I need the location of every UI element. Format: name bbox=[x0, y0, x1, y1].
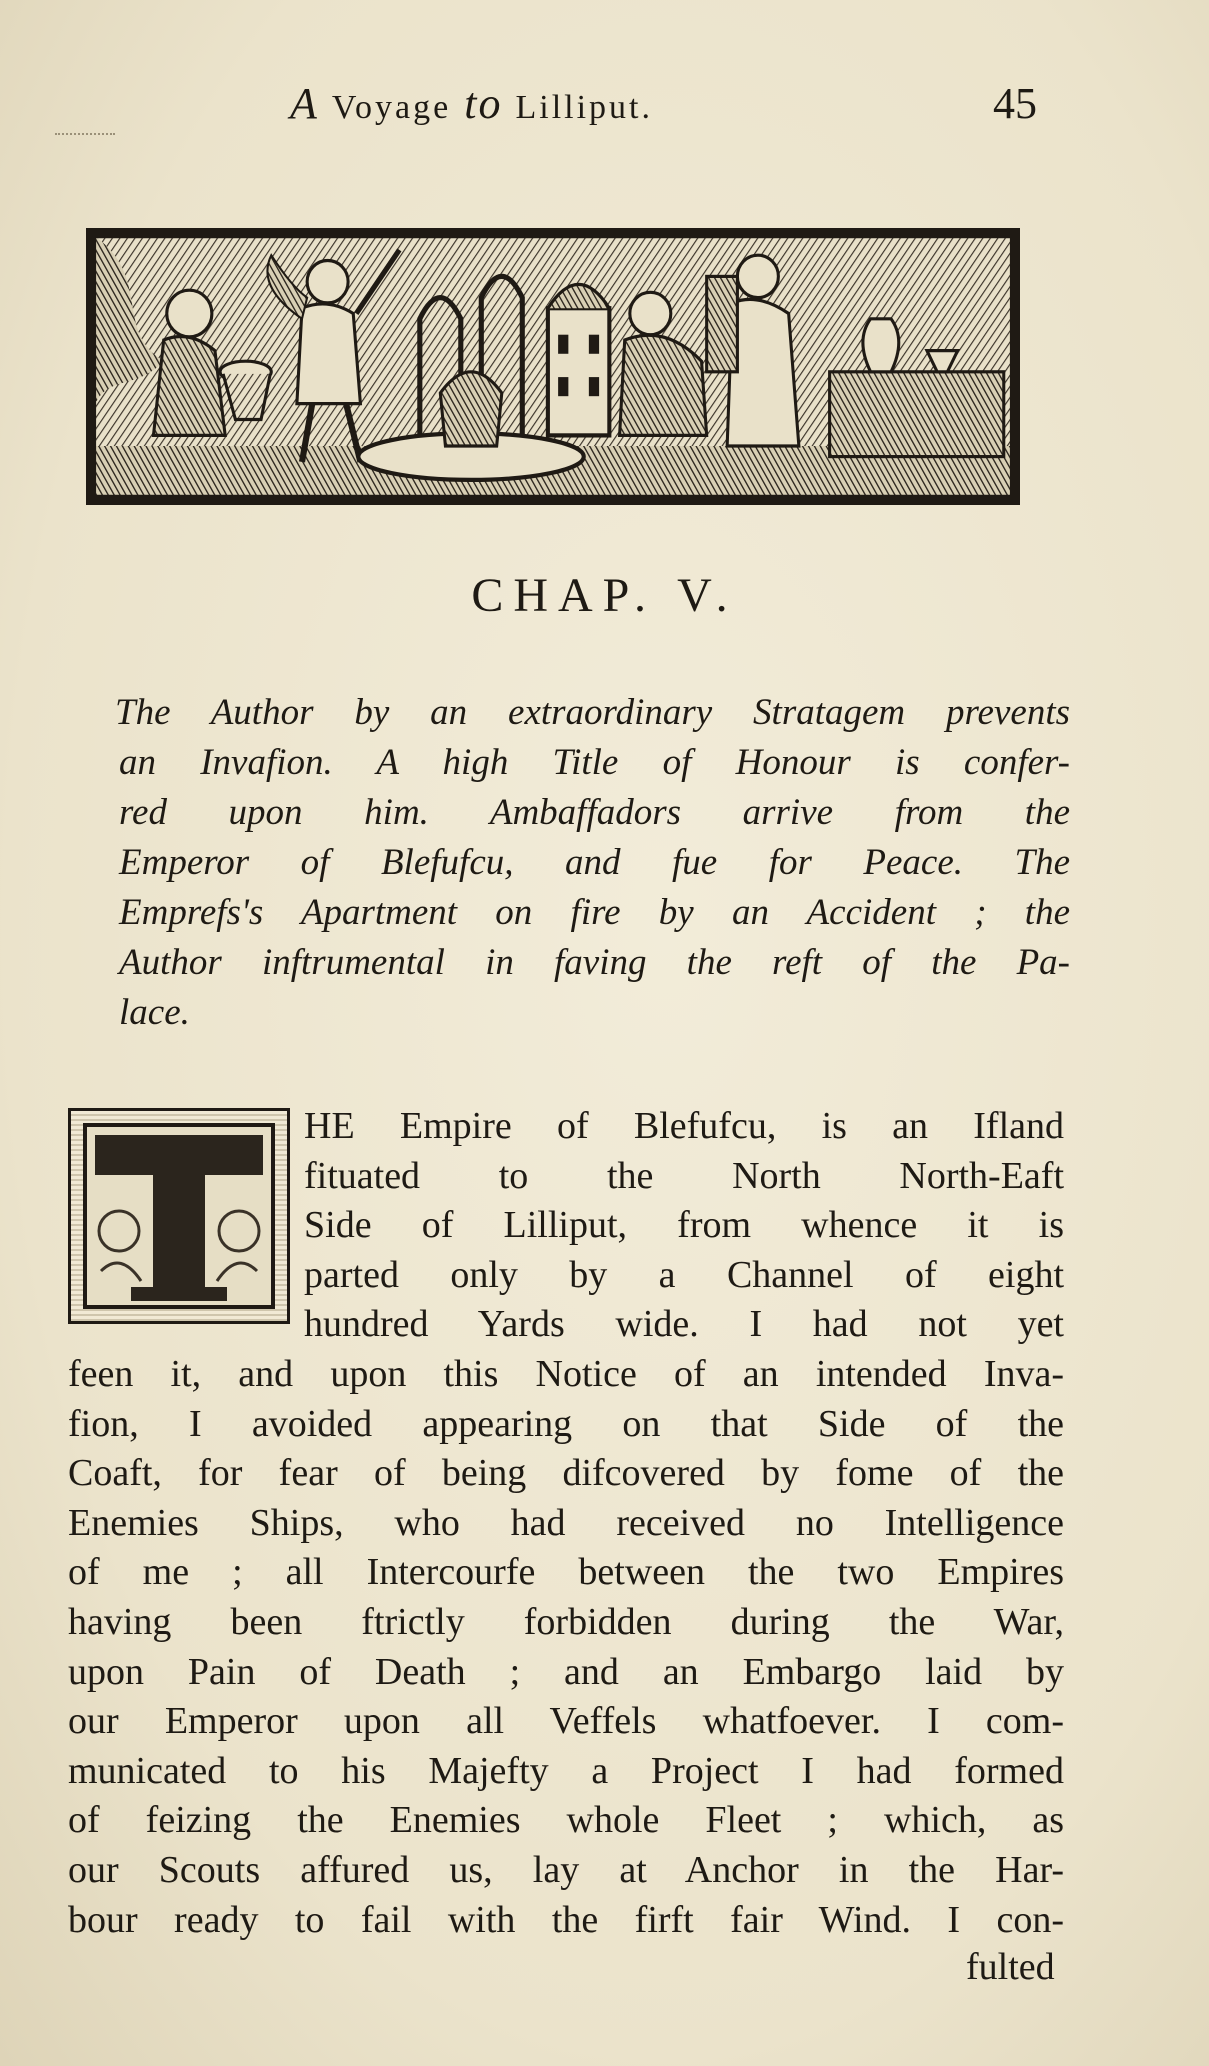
running-title bbox=[290, 78, 653, 129]
body-line: Side of Lilliput, from whence it is bbox=[304, 1204, 1064, 1247]
dropcap-letter: T bbox=[179, 1316, 180, 1317]
body-line: having been ftrictly forbidden during the War, bbox=[68, 1600, 1064, 1643]
running-title-prefix: A bbox=[290, 79, 319, 128]
body-line: fituated to the North North-Eaft bbox=[304, 1154, 1064, 1197]
body-line: our Scouts affured us, lay at Anchor in the Har- bbox=[68, 1848, 1064, 1891]
chapter-summary bbox=[115, 688, 1070, 1038]
body-line: of feizing the Enemies whole Fleet ; which, as bbox=[68, 1799, 1064, 1842]
page-number: 45 bbox=[993, 79, 1037, 128]
woodcut-headpiece-icon bbox=[86, 228, 1020, 505]
running-title-to: to bbox=[464, 79, 503, 128]
body-line: hundred Yards wide. I had not yet bbox=[304, 1303, 1064, 1346]
body-line: Enemies Ships, who had received no Intelligence bbox=[68, 1501, 1064, 1544]
chapter-heading: CHAP. V. bbox=[471, 569, 738, 622]
body-line: fion, I avoided appearing on that Side of the bbox=[68, 1402, 1064, 1445]
summary-line: red upon him. Ambaffadors arrive from the bbox=[119, 792, 1070, 833]
body-line: feen it, and upon this Notice of an intended Inva- bbox=[68, 1352, 1064, 1395]
catchword: fulted bbox=[966, 1946, 1055, 1988]
summary-line: Author inftrumental in faving the reft of the Pa- bbox=[119, 942, 1070, 983]
body-line: our Emperor upon all Veffels whatfoever. I com- bbox=[68, 1700, 1064, 1743]
summary-line: The Author by an extraordinary Stratagem prevents bbox=[115, 692, 1070, 733]
body-line: of me ; all Intercourfe between the two Empires bbox=[68, 1551, 1064, 1594]
body-line: parted only by a Channel of eight bbox=[304, 1253, 1064, 1296]
page-header bbox=[0, 78, 1209, 138]
body-line: upon Pain of Death ; and an Embargo laid by bbox=[68, 1650, 1064, 1693]
summary-line: lace. bbox=[119, 992, 190, 1033]
body-line: municated to his Majefty a Project I had formed bbox=[68, 1749, 1064, 1792]
summary-line: an Invafion. A high Title of Honour is confer- bbox=[119, 742, 1070, 783]
summary-line: Emprefs's Apartment on fire by an Accident ; the bbox=[119, 892, 1070, 933]
headpiece-illustration bbox=[92, 234, 1014, 499]
body-line: HE Empire of Blefufcu, is an Ifland bbox=[304, 1105, 1064, 1147]
running-title-word2: Lilliput. bbox=[515, 89, 653, 126]
body-line: bour ready to fail with the firft fair Wind. I con- bbox=[68, 1898, 1064, 1941]
body-line: Coaft, for fear of being difcovered by fome of the bbox=[68, 1452, 1064, 1495]
body-text bbox=[68, 1102, 1064, 1945]
running-title-word1: Voyage bbox=[331, 89, 452, 126]
summary-line: Emperor of Blefufcu, and fue for Peace. The bbox=[119, 842, 1070, 883]
